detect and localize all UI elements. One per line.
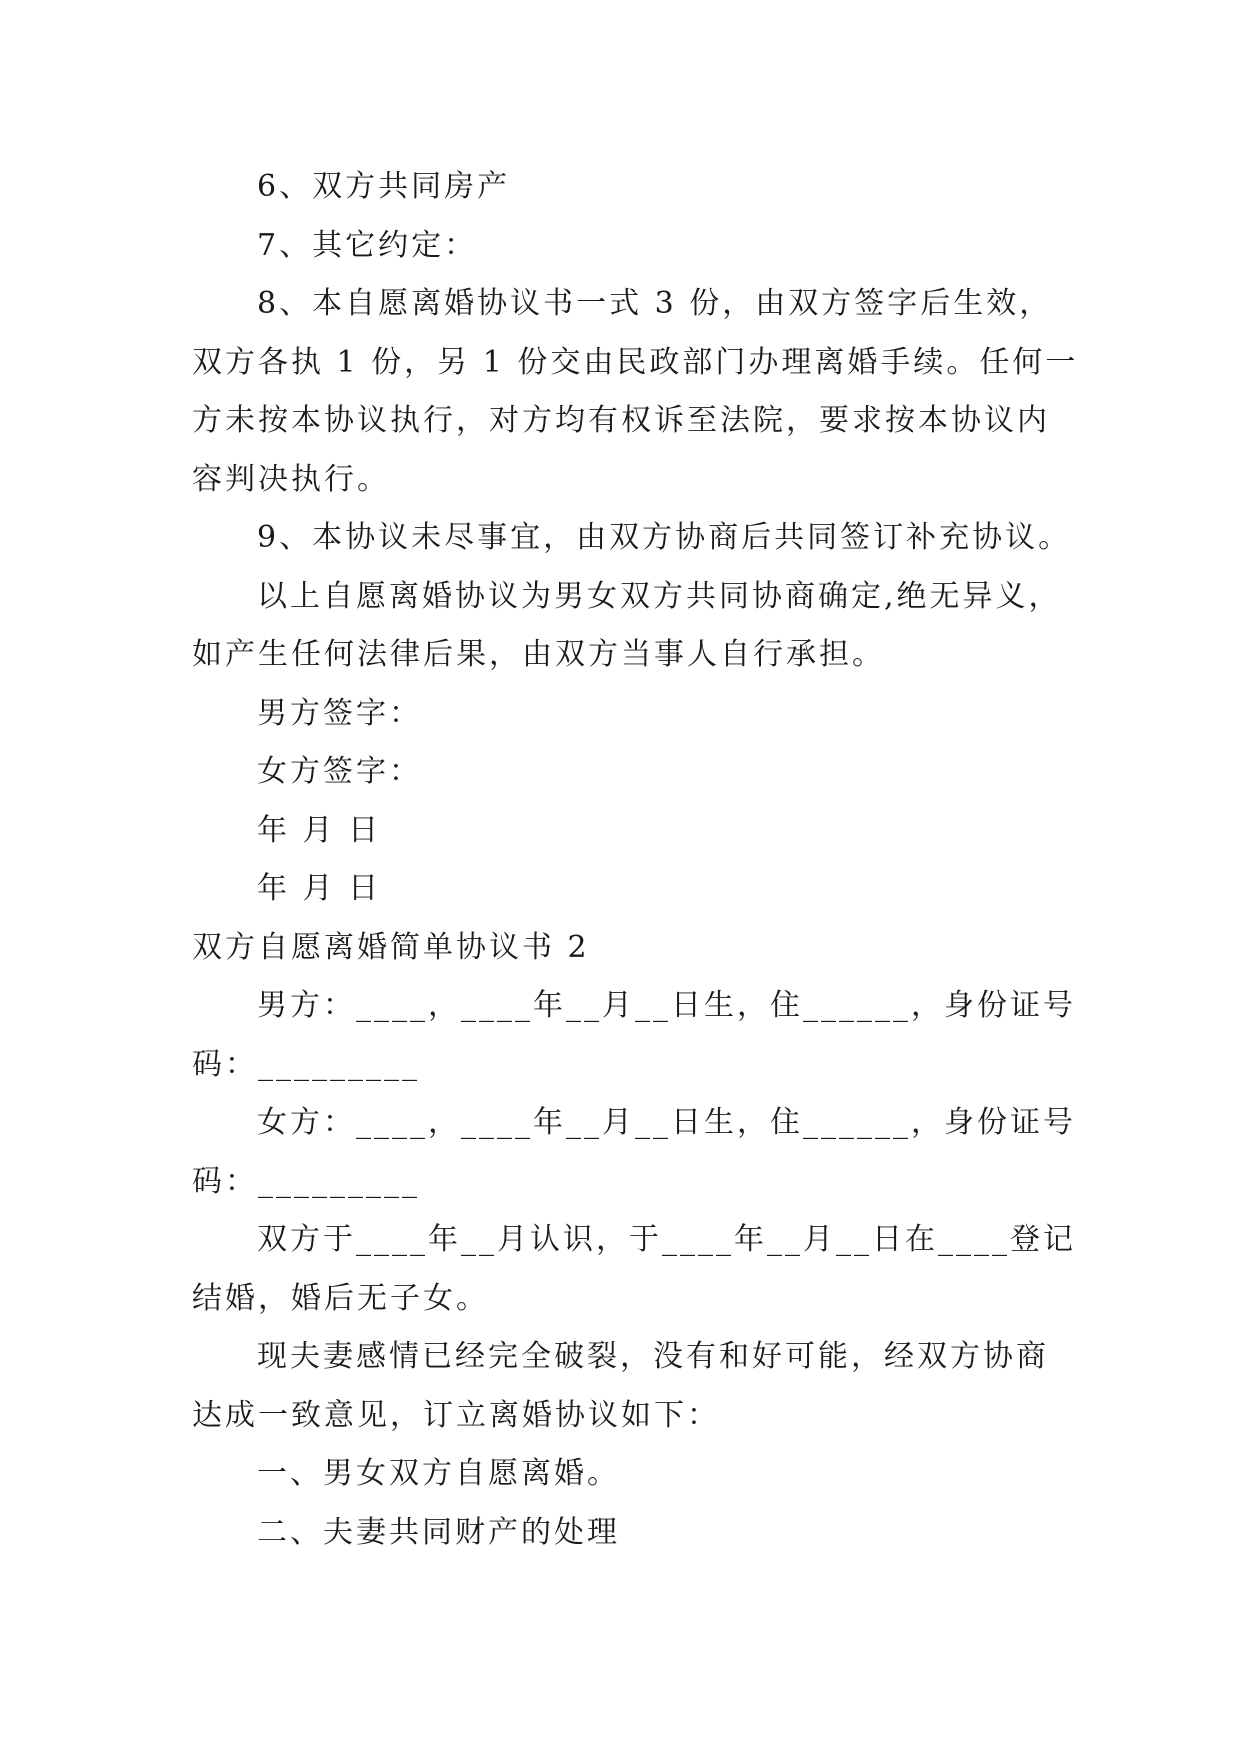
paragraph-line: 双方于____年__月认识，于____年__月__日在____登记 — [257, 1222, 1076, 1257]
paragraph-line: 9、本协议未尽事宜，由双方协商后共同签订补充协议。 — [257, 520, 1072, 555]
paragraph-line: 6、双方共同房产 — [257, 169, 511, 204]
paragraph-line: 男方：____，____年__月__日生，住______，身份证号 — [257, 988, 1076, 1023]
signature-line-male: 男方签字： — [257, 695, 422, 731]
paragraph-line: 8、本自愿离婚协议书一式 3 份，由双方签字后生效， — [257, 286, 1053, 321]
paragraph-line: 码：_________ — [192, 1163, 420, 1199]
paragraph-line: 一、男女双方自愿离婚。 — [257, 1456, 620, 1491]
date-line: 年 月 日 — [257, 812, 382, 848]
paragraph-line: 女方：____，____年__月__日生，住______，身份证号 — [257, 1105, 1076, 1140]
section-title: 双方自愿离婚简单协议书 2 — [192, 929, 590, 965]
signature-line-female: 女方签字： — [257, 754, 422, 789]
paragraph-line: 以上自愿离婚协议为男女双方共同协商确定,绝无异义， — [257, 578, 1062, 614]
paragraph-line: 双方各执 1 份，另 1 份交由民政部门办理离婚手续。任何一 — [192, 344, 1079, 380]
paragraph-line: 结婚，婚后无子女。 — [192, 1280, 489, 1316]
paragraph-line: 7、其它约定： — [257, 227, 478, 263]
paragraph-line: 达成一致意见，订立离婚协议如下： — [192, 1397, 720, 1433]
document-body — [192, 158, 1079, 1562]
paragraph-line: 码：_________ — [192, 1046, 420, 1082]
paragraph-line: 二、夫妻共同财产的处理 — [257, 1514, 620, 1550]
paragraph-line: 如产生任何法律后果，由双方当事人自行承担。 — [192, 637, 885, 672]
paragraph-line: 容判决执行。 — [192, 461, 390, 497]
paragraph-line: 现夫妻感情已经完全破裂，没有和好可能，经双方协商 — [257, 1339, 1049, 1374]
date-line: 年 月 日 — [257, 871, 382, 906]
paragraph-line: 方未按本协议执行，对方均有权诉至法院，要求按本协议内 — [192, 403, 1050, 438]
